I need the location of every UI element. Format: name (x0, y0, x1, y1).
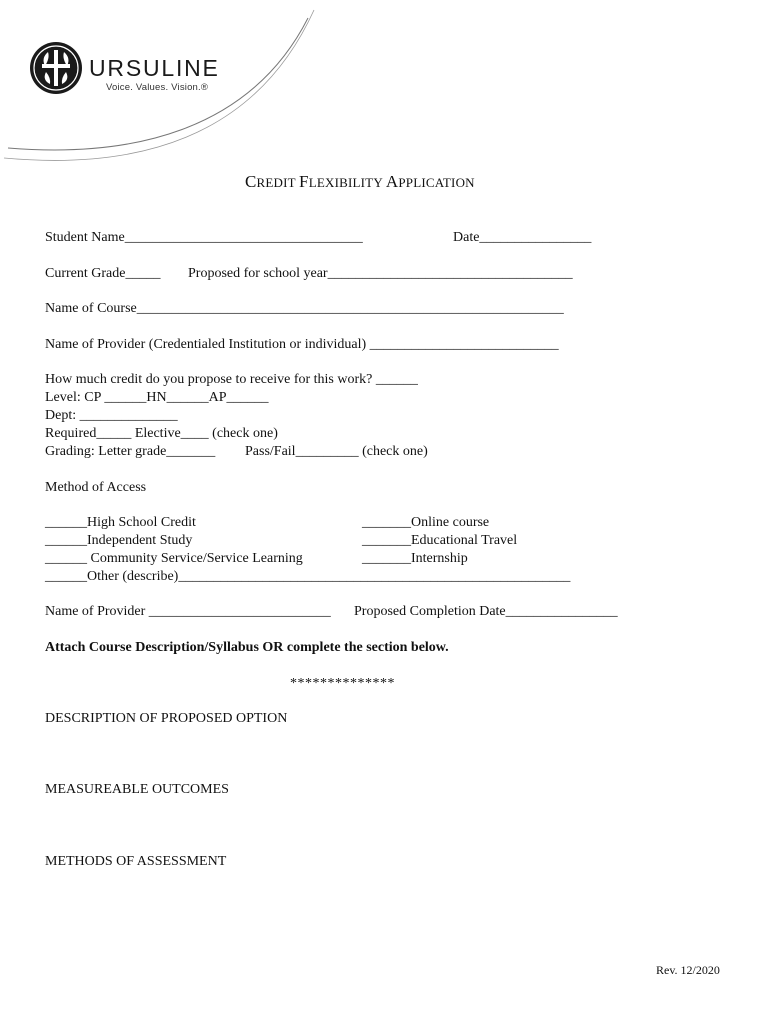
course-name-field[interactable]: Name of Course_____________________________________________________________ (45, 301, 564, 316)
header-swoosh (0, 0, 770, 200)
completion-date-field[interactable]: Proposed Completion Date________________ (354, 604, 618, 619)
logo-tagline: Voice. Values. Vision.® (106, 82, 209, 93)
access-independent-study[interactable]: ______Independent Study (45, 533, 193, 548)
method-of-access-heading: Method of Access (45, 480, 147, 495)
description-section-heading: DESCRIPTION OF PROPOSED OPTION (45, 711, 288, 726)
level-field[interactable]: Level: CP ______HN______AP______ (45, 390, 269, 405)
required-elective-field[interactable]: Required_____ Elective____ (check one) (45, 426, 278, 441)
assessment-section-heading: METHODS OF ASSESSMENT (45, 854, 227, 869)
access-educational-travel[interactable]: _______Educational Travel (362, 533, 518, 548)
credit-question-field[interactable]: How much credit do you propose to receive for this work? ______ (45, 372, 418, 387)
provider-name-field[interactable]: Name of Provider (Credentialed Institution or individual) ___________________________ (45, 337, 559, 352)
proposed-year-field[interactable]: Proposed for school year___________________________________ (188, 266, 573, 281)
access-internship[interactable]: _______Internship (362, 551, 468, 566)
grading-letter-field[interactable]: Grading: Letter grade_______ (45, 444, 216, 459)
access-high-school-credit[interactable]: ______High School Credit (45, 515, 196, 530)
access-community-service[interactable]: ______ Community Service/Service Learning (45, 551, 303, 566)
page-title: CREDIT FLEXIBILITY APPLICATION (245, 172, 475, 191)
revision-label: Rev. 12/2020 (656, 963, 720, 977)
dept-field[interactable]: Dept: ______________ (45, 408, 178, 423)
outcomes-section-heading: MEASUREABLE OUTCOMES (45, 782, 229, 797)
logo-wordmark: URSULINE (89, 55, 220, 81)
access-online-course[interactable]: _______Online course (362, 515, 490, 530)
attach-instruction: Attach Course Description/Syllabus OR complete the section below. (45, 640, 449, 655)
access-other[interactable]: ______Other (describe)________________________________________________________ (45, 569, 571, 584)
grading-pass-fail-field[interactable]: Pass/Fail_________ (check one) (245, 444, 428, 459)
current-grade-field[interactable]: Current Grade_____ (45, 266, 161, 281)
student-name-field[interactable]: Student Name__________________________________ (45, 230, 363, 245)
ursuline-crest-icon (28, 40, 84, 96)
completion-provider-field[interactable]: Name of Provider __________________________ (45, 604, 331, 619)
separator-asterisks: ************** (290, 676, 395, 691)
date-field[interactable]: Date________________ (453, 230, 592, 245)
